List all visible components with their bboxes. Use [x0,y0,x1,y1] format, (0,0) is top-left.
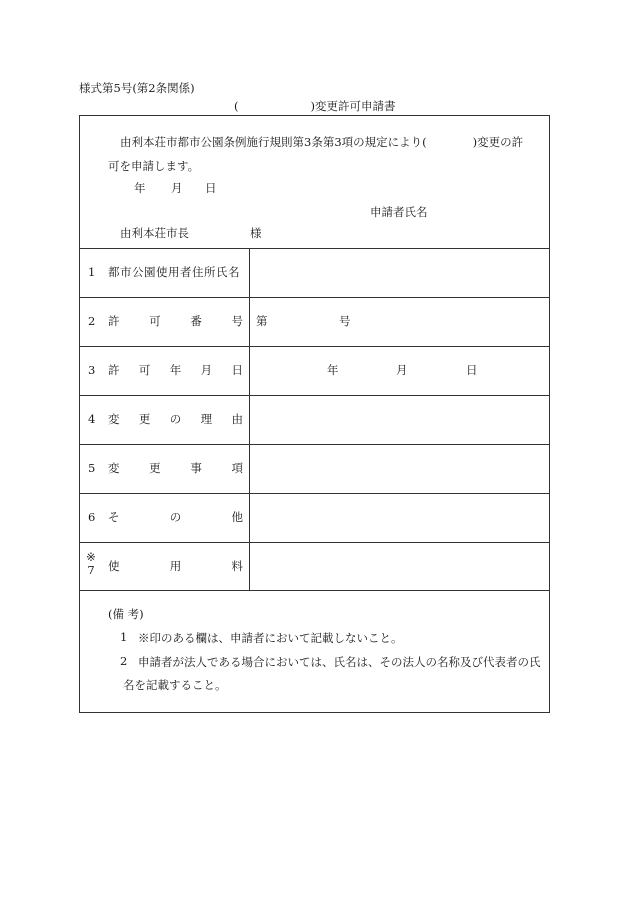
row-number: 2 [88,314,96,328]
date-year: 年 [134,181,146,195]
remark-1-text: ※印のある欄は、申請者において記載しないこと。 [138,631,403,645]
application-line-1-text: 由利本荘市都市公園条例施行規則第3条第3項の規定により( [120,135,427,149]
row-6-label [80,493,249,542]
remark-2-text-line-1: 申請者が法人である場合においては、氏名は、その法人の名称及び代表者の氏 [138,655,541,669]
row-label-char: 日 [231,363,243,377]
row-label-char: 更 [149,461,161,475]
row-3-value-cell[interactable] [250,346,549,395]
permit-number-suffix: 号 [339,314,351,328]
row-7-label [80,542,249,591]
date-day: 日 [205,181,217,195]
row-label-text [108,444,243,493]
remarks-heading: (備 考) [108,607,144,621]
honorific: 様 [250,226,262,240]
row-label-char: 用 [169,559,182,573]
row-label-char: 可 [138,363,151,377]
row-label-char: の [169,412,182,426]
row-label-char: 項 [231,461,243,475]
row-2-value-cell[interactable] [250,297,549,346]
row-label-chars: 都市公園使用者住所氏名 [108,265,240,279]
row-label-char: 番 [190,314,202,328]
row-label-text [108,346,243,395]
row-label-char: 更 [138,412,151,426]
row-label-text [108,542,243,591]
row-label-text [108,395,243,444]
row-label-char: 他 [231,510,243,524]
row-label-char: 月 [200,363,213,377]
application-form-table [79,115,550,713]
row-label-char: 使 [108,559,120,573]
row-4-label [80,395,249,444]
form-number: 様式第5号(第2条関係) [79,81,195,95]
row-5-value-cell[interactable] [250,444,549,493]
row-label-char: の [169,510,182,524]
row-number [85,551,97,577]
permit-date-day: 日 [466,363,478,377]
application-line-2: 可を申請します。 [108,159,200,173]
row-number: 6 [88,510,96,524]
row-label-text [108,248,243,297]
row-label-char: 許 [108,314,120,328]
application-line-1-tail: )変更の許 [472,135,524,149]
row-4-value-cell[interactable] [250,395,549,444]
row-3-label [80,346,249,395]
row-label-char: 理 [200,412,213,426]
remark-2-text-line-2: 名を記載すること。 [123,678,227,692]
remark-2-number: 2 [120,654,128,668]
row-label-char: 年 [169,363,182,377]
row-label-char: 料 [231,559,243,573]
row-label-char: そ [108,510,120,524]
permit-date-month: 月 [396,363,408,377]
title-open-paren: ( [234,99,239,113]
row-label-text [108,493,243,542]
row-number: 4 [88,412,96,426]
row-2-label [80,297,249,346]
row-7-value-cell[interactable] [250,542,549,591]
row-label-char: 号 [231,314,243,328]
document-title [234,98,396,114]
office-use-mark: ※ [86,550,96,564]
date-month: 月 [171,181,183,195]
row-label-char: 変 [108,461,120,475]
row-label-char: 可 [149,314,161,328]
title-text: )変更許可申請書 [310,99,396,113]
row-5-label [80,444,249,493]
addressee: 由利本荘市長 [120,226,189,240]
row-number: 5 [88,461,96,475]
row-number: 1 [88,265,96,279]
application-line-1 [120,134,523,150]
remark-1-number: 1 [120,630,128,644]
row-label-char: 事 [190,461,202,475]
row-1-label [80,248,249,297]
row-1-value-cell[interactable] [250,248,549,297]
row-label-char: 由 [231,412,243,426]
row-label-char: 変 [108,412,120,426]
row-6-value-cell[interactable] [250,493,549,542]
row-label-char: 許 [108,363,120,377]
applicant-name-label: 申請者氏名 [370,205,428,219]
permit-date-year: 年 [327,363,339,377]
row-number-digit: 7 [87,563,95,577]
permit-number-prefix: 第 [256,314,268,328]
row-number: 3 [88,363,96,377]
row-label-text [108,297,243,346]
